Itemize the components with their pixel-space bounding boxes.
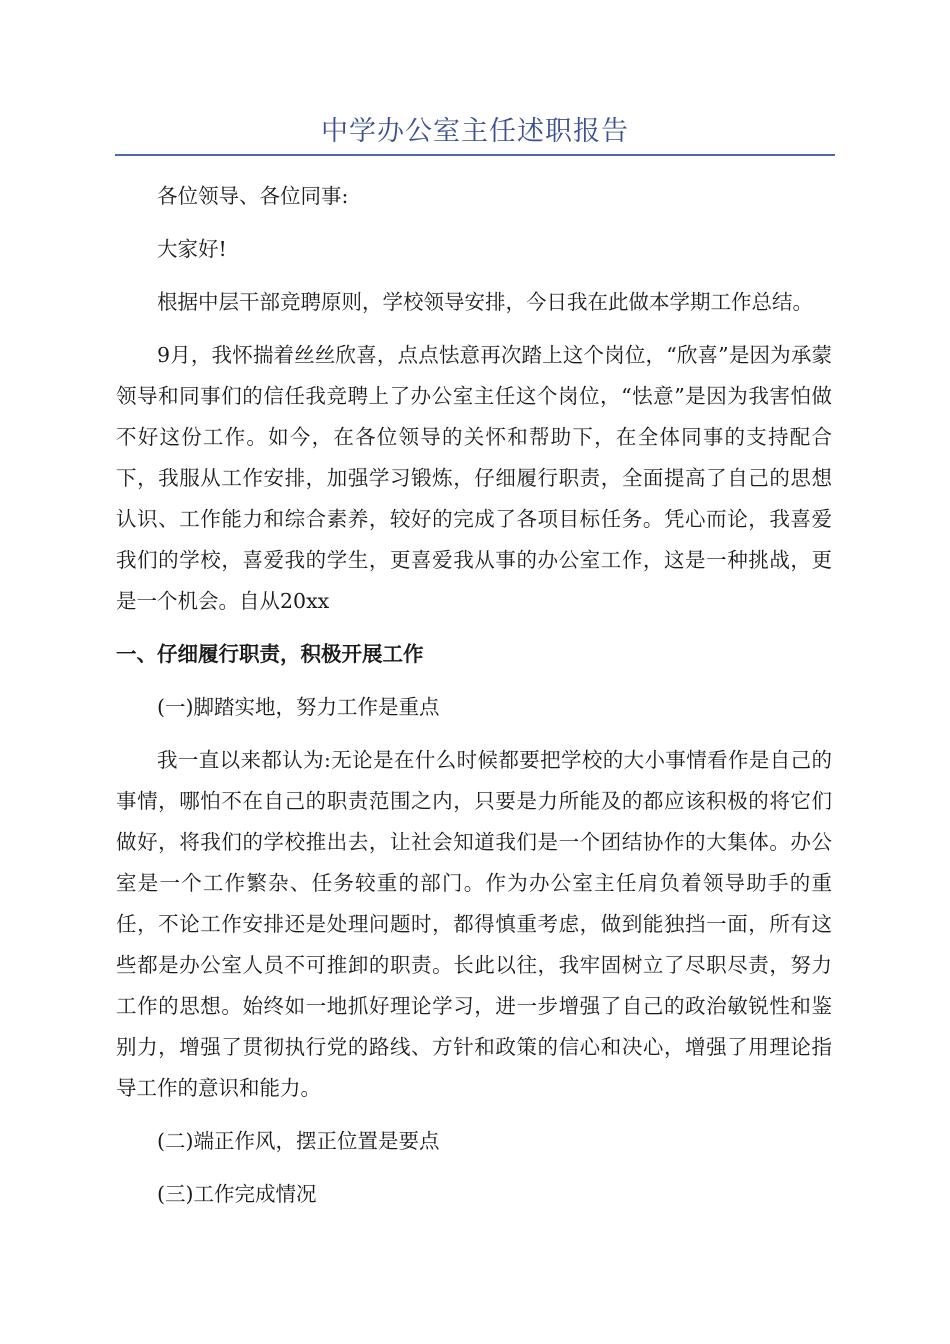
document-body — [116, 176, 832, 1227]
salutation: 各位领导、各位同事: — [157, 184, 349, 208]
intro-paragraph: 根据中层干部竞聘原则，学校领导安排，今日我在此做本学期工作总结。 — [157, 290, 813, 314]
paragraph-1: 9月，我怀揣着丝丝欣喜，点点怯意再次踏上这个岗位，“欣喜”是因为承蒙领导和同事们的信任我竞聘上了办公室主任这个岗位，“怯意”是因为我害怕做不好这份工作。如今，在各位领导的关怀和帮助下，在全体同事的支持配合下，我服从工作安排，加强学习锻炼，仔细履行职责，全面提高了自己的思想认识、工作能力和综合素养，较好的完成了各项目标任务。凭心而论，我喜爱我们的学校，喜爱我的学生，更喜爱我从事的办公室工作，这是一种挑战，更是一个机会。自从20xx — [116, 343, 832, 613]
greeting: 大家好! — [157, 237, 227, 261]
subheading-2: (二)端正作风，摆正位置是要点 — [157, 1129, 440, 1153]
title-underline — [115, 154, 835, 156]
section-heading-1: 一、仔细履行职责，积极开展工作 — [116, 642, 424, 666]
paragraph-2: 我一直以来都认为:无论是在什么时候都要把学校的大小事情看作是自己的事情，哪怕不在自己的职责范围之内，只要是力所能及的都应该积极的将它们做好，将我们的学校推出去，让社会知道我们是一个团结协作的大集体。办公室是一个工作繁杂、任务较重的部门。作为办公室主任肩负着领导助手的重任，不论工作安排还是处理问题时，都得慎重考虑，做到能独挡一面，所有这些都是办公室人员不可推卸的职责。长此以往，我牢固树立了尽职尽责，努力工作的思想。始终如一地抓好理论学习，进一步增强了自己的政治敏锐性和鉴别力，增强了贯彻执行党的路线、方针和政策的信心和决心，增强了用理论指导工作的意识和能力。 — [116, 748, 832, 1100]
subheading-1: (一)脚踏实地，努力工作是重点 — [157, 695, 440, 719]
subheading-3: (三)工作完成情况 — [157, 1182, 317, 1206]
document-title: 中学办公室主任述职报告 — [321, 116, 629, 147]
